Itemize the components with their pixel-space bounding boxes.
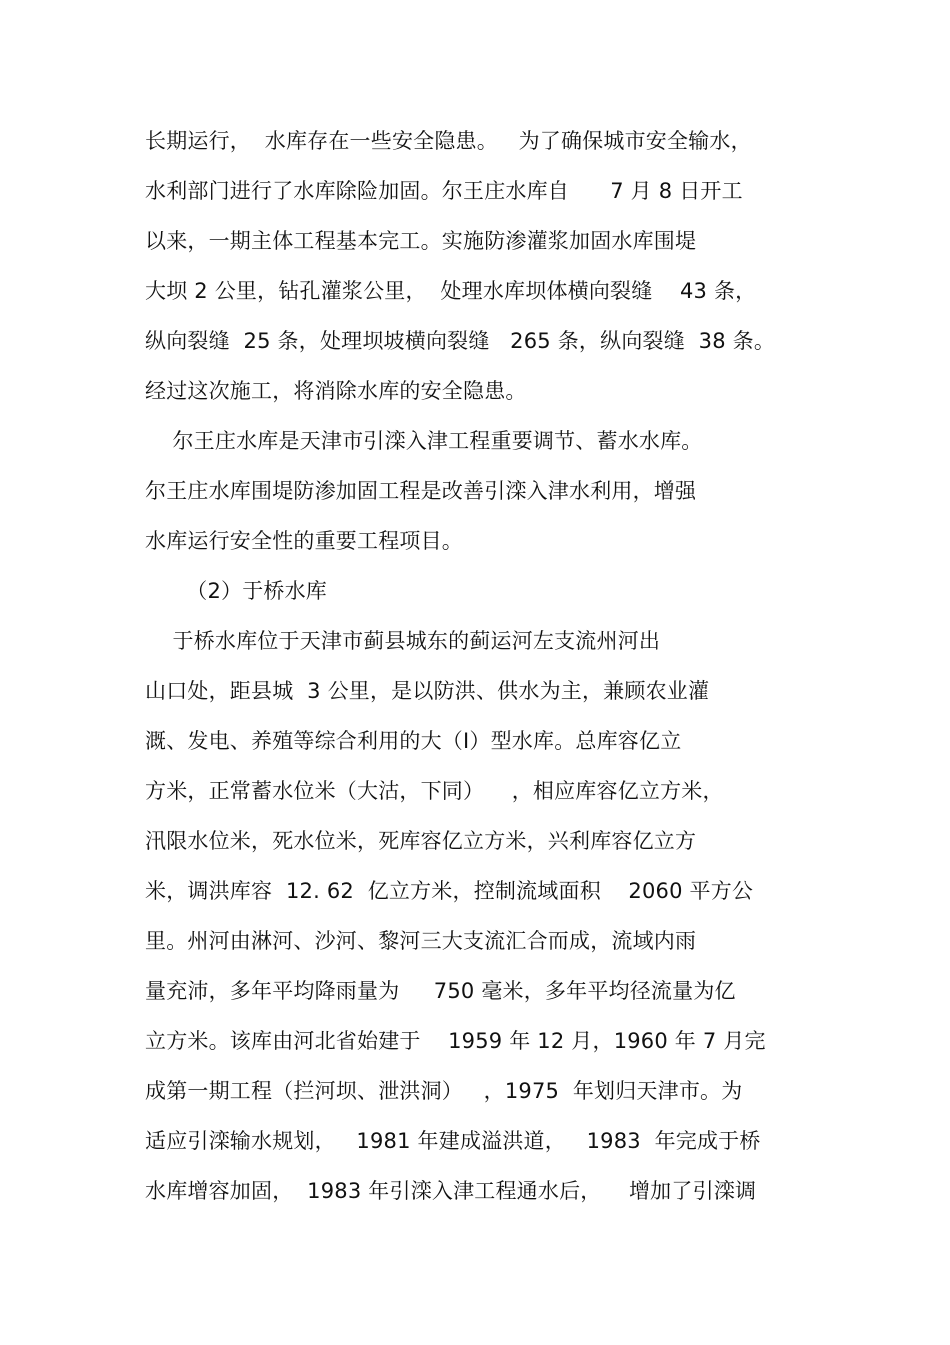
text-line: 立方米。该库由河北省始建于 1959 年 12 月，1960 年 7 月完 (145, 1029, 766, 1053)
text-line: 尔王庄水库是天津市引滦入津工程重要调节、蓄水水库。 (145, 429, 703, 453)
text-line: 米，调洪库容 12. 62 亿立方米，控制流域面积 2060 平方公 (145, 879, 754, 903)
text-line: 里。州河由淋河、沙河、黎河三大支流汇合而成，流域内雨 (145, 929, 697, 953)
text-line: 量充沛，多年平均降雨量为 750 毫米，多年平均径流量为亿 (145, 979, 736, 1003)
text-line: 成第一期工程（拦河坝、泄洪洞） ，1975 年划归天津市。为 (145, 1079, 743, 1103)
text-line: 长期运行， 水库存在一些安全隐患。 为了确保城市安全输水， (145, 129, 752, 153)
section-heading: （2）于桥水库 (145, 579, 328, 603)
text-line: 水库增容加固， 1983 年引滦入津工程通水后， 增加了引滦调 (145, 1179, 757, 1203)
text-line: 水利部门进行了水库除险加固。尔王庄水库自 7 月 8 日开工 (145, 179, 743, 203)
text-line: 经过这次施工，将消除水库的安全隐患。 (145, 379, 527, 403)
text-line: 适应引滦输水规划， 1981 年建成溢洪道， 1983 年完成于桥 (145, 1129, 761, 1153)
text-line: 大坝 2 公里，钻孔灌浆公里， 处理水库坝体横向裂缝 43 条， (145, 279, 757, 303)
text-line: 方米，正常蓄水位米（大沽，下同） ，相应库容亿立方米， (145, 779, 724, 803)
text-line: 纵向裂缝 25 条，处理坝坡横向裂缝 265 条，纵向裂缝 38 条。 (145, 329, 776, 353)
text-line: 汛限水位米，死水位米，死库容亿立方米，兴利库容亿立方 (145, 829, 697, 853)
text-line: 水库运行安全性的重要工程项目。 (145, 529, 463, 553)
text-line: 溉、发电、养殖等综合利用的大（Ⅰ）型水库。总库容亿立 (145, 729, 682, 753)
text-line: 以来，一期主体工程基本完工。实施防渗灌浆加固水库围堤 (145, 229, 697, 253)
text-line: 尔王庄水库围堤防渗加固工程是改善引滦入津水利用，增强 (145, 479, 697, 503)
text-line: 山口处，距县城 3 公里，是以防洪、供水为主，兼顾农业灌 (145, 679, 710, 703)
text-line: 于桥水库位于天津市蓟县城东的蓟运河左支流州河出 (145, 629, 661, 653)
